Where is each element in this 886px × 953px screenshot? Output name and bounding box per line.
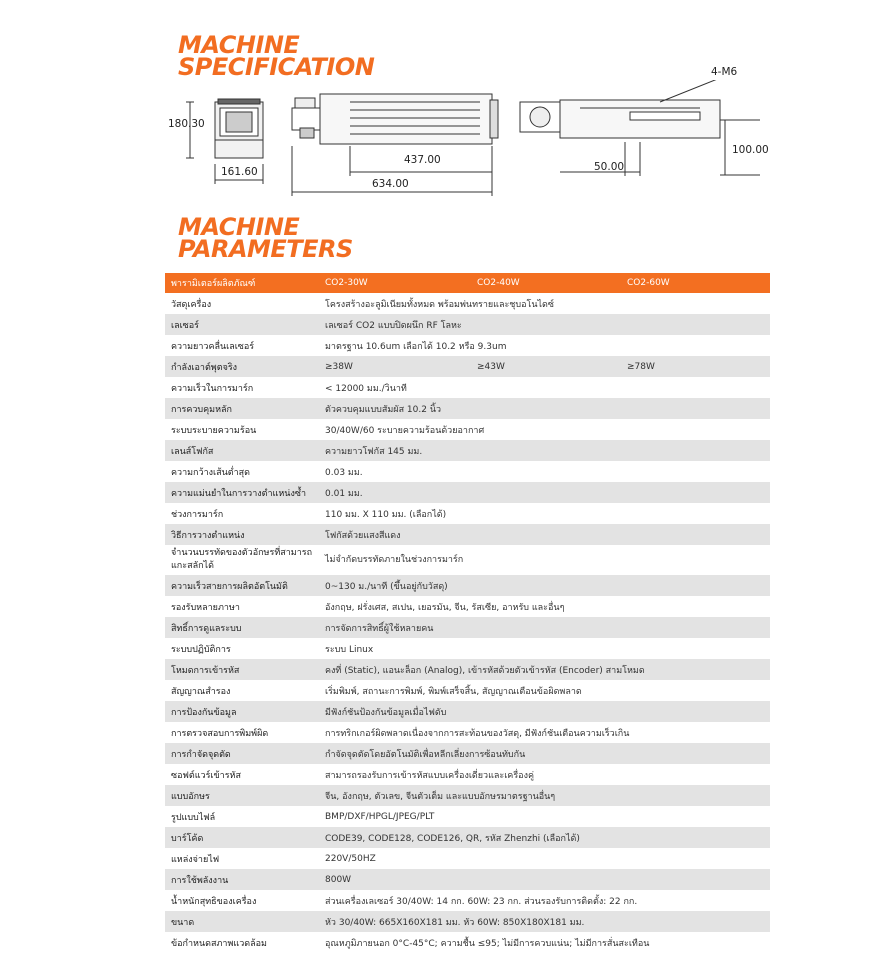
row-label: ช่วงการมาร์ก	[165, 503, 319, 524]
row-value: เลเซอร์ CO2 แบบปิดผนึก RF โลหะ	[319, 314, 770, 335]
spec-heading-line2: SPECIFICATION	[178, 53, 375, 81]
machine-dimension-drawing	[160, 80, 780, 200]
row-label: ระบบระบายความร้อน	[165, 419, 319, 440]
row-value: มีฟังก์ชันป้องกันข้อมูลเมื่อไฟดับ	[319, 701, 770, 722]
row-value: 220V/50HZ	[319, 848, 770, 869]
table-row	[165, 503, 770, 524]
row-value: อังกฤษ, ฝรั่งเศส, สเปน, เยอรมัน, จีน, รัสเซีย, อาหรับ และอื่นๆ	[319, 596, 770, 617]
row-value: มาตรฐาน 10.6um เลือกได้ 10.2 หรือ 9.3um	[319, 335, 770, 356]
row-value: 110 มม. X 110 มม. (เลือกได้)	[319, 503, 770, 524]
table-row	[165, 764, 770, 785]
table-row	[165, 890, 770, 911]
row-label: การควบคุมหลัก	[165, 398, 319, 419]
row-label: การป้องกันข้อมูล	[165, 701, 319, 722]
table-header-row	[165, 273, 770, 293]
dim-front-height: 180.30	[168, 118, 205, 130]
table-row	[165, 827, 770, 848]
row-label: การตรวจสอบการพิมพ์ผิด	[165, 722, 319, 743]
header-co2-40w: CO2-40W	[471, 273, 621, 293]
table-row	[165, 335, 770, 356]
dim-mount-offset: 50.00	[594, 161, 625, 173]
row-label: วัสดุเครื่อง	[165, 293, 319, 314]
row-value: เริ่มพิมพ์, สถานะการพิมพ์, พิมพ์เสร็จสิ้น, สัญญาณเตือนข้อผิดพลาด	[319, 680, 770, 701]
row-label: ความแม่นยำในการวางตำแหน่งซ้ำ	[165, 482, 319, 503]
table-row	[165, 482, 770, 503]
table-row	[165, 659, 770, 680]
row-value: CODE39, CODE128, CODE126, QR, รหัส Zhenzhi (เลือกได้)	[319, 827, 770, 848]
row-label: แบบอักษร	[165, 785, 319, 806]
row-label: จำนวนบรรทัดของตัวอักษรที่สามารถแกะสลักได้	[165, 545, 319, 575]
table-row	[165, 314, 770, 335]
row-value: 30/40W/60 ระบายความร้อนด้วยอากาศ	[319, 419, 770, 440]
row-label: แหล่งจ่ายไฟ	[165, 848, 319, 869]
table-row	[165, 722, 770, 743]
row-label: ความยาวคลื่นเลเซอร์	[165, 335, 319, 356]
table-row	[165, 911, 770, 932]
row-value: จีน, อังกฤษ, ตัวเลข, จีนตัวเต็ม และแบบอักษรมาตรฐานอื่นๆ	[319, 785, 770, 806]
row-label: ความกว้างเส้นต่ำสุด	[165, 461, 319, 482]
row-label: กำลังเอาต์พุตจริง	[165, 356, 319, 377]
row-value: สามารถรองรับการเข้ารหัสแบบเครื่องเดี่ยวและเครื่องคู่	[319, 764, 770, 785]
table-row	[165, 398, 770, 419]
table-row	[165, 848, 770, 869]
row-label: เลเซอร์	[165, 314, 319, 335]
row-label: ซอฟต์แวร์เข้ารหัส	[165, 764, 319, 785]
row-value: การจัดการสิทธิ์ผู้ใช้หลายคน	[319, 617, 770, 638]
row-label: สัญญาณสำรอง	[165, 680, 319, 701]
table-row	[165, 785, 770, 806]
row-label: สิทธิ์การดูแลระบบ	[165, 617, 319, 638]
row-value: ส่วนเครื่องเลเซอร์ 30/40W: 14 กก. 60W: 23 กก. ส่วนรองรับการติดตั้ง: 22 กก.	[319, 890, 770, 911]
row-value: BMP/DXF/HPGL/JPEG/PLT	[319, 806, 770, 827]
table-row	[165, 617, 770, 638]
dim-total-length: 634.00	[372, 178, 409, 190]
row-value: ≥43W	[471, 356, 621, 377]
header-co2-30w: CO2-30W	[319, 273, 471, 293]
row-label: วิธีการวางตำแหน่ง	[165, 524, 319, 545]
row-value: อุณหภูมิภายนอก 0°C-45°C; ความชื้น ≤95; ไม่มีการควบแน่น; ไม่มีการสั่นสะเทือน	[319, 932, 770, 953]
row-value: โครงสร้างอะลูมิเนียมทั้งหมด พร้อมพ่นทรายและชุบอโนไดซ์	[319, 293, 770, 314]
table-row	[165, 461, 770, 482]
table-row	[165, 419, 770, 440]
row-label: ความเร็วในการมาร์ก	[165, 377, 319, 398]
row-label: โหมดการเข้ารหัส	[165, 659, 319, 680]
table-row	[165, 638, 770, 659]
row-label: น้ำหนักสุทธิของเครื่อง	[165, 890, 319, 911]
row-value: 800W	[319, 869, 770, 890]
row-value: หัว 30/40W: 665X160X181 มม. หัว 60W: 850X180X181 มม.	[319, 911, 770, 932]
table-row	[165, 596, 770, 617]
spec-heading-line1: MACHINE	[178, 31, 300, 59]
table-row	[165, 524, 770, 545]
row-label: รูปแบบไฟล์	[165, 806, 319, 827]
header-co2-60w: CO2-60W	[621, 273, 770, 293]
row-value: ≥38W	[319, 356, 471, 377]
row-label: ความเร็วสายการผลิตอัตโนมัติ	[165, 575, 319, 596]
row-label: ระบบปฏิบัติการ	[165, 638, 319, 659]
row-value: < 12000 มม./วินาที	[319, 377, 770, 398]
row-label: ข้อกำหนดสภาพแวดล้อม	[165, 932, 319, 953]
table-row	[165, 680, 770, 701]
table-row	[165, 356, 770, 377]
row-value: การทริกเกอร์ผิดพลาดเนื่องจากการสะท้อนของวัสดุ, มีฟังก์ชันเตือนความเร็วเกิน	[319, 722, 770, 743]
row-value: ตัวควบคุมแบบสัมผัส 10.2 นิ้ว	[319, 398, 770, 419]
table-row	[165, 806, 770, 827]
row-value: 0~130 ม./นาที (ขึ้นอยู่กับวัสดุ)	[319, 575, 770, 596]
dim-body-length: 437.00	[404, 154, 441, 166]
row-label: การกำจัดจุดตัด	[165, 743, 319, 764]
table-row	[165, 440, 770, 461]
row-label: ขนาด	[165, 911, 319, 932]
dim-mount-height: 100.00	[732, 144, 769, 156]
table-row	[165, 743, 770, 764]
params-heading-line1: MACHINE	[178, 213, 300, 241]
row-value: 0.03 มม.	[319, 461, 770, 482]
table-row	[165, 293, 770, 314]
table-row	[165, 575, 770, 596]
dim-mount-thread: 4-M6	[711, 66, 738, 78]
params-heading-line2: PARAMETERS	[178, 235, 353, 263]
table-row	[165, 545, 770, 575]
table-body	[165, 293, 770, 953]
row-value: ≥78W	[621, 356, 770, 377]
row-value: โฟกัสด้วยแสงสีแดง	[319, 524, 770, 545]
dim-front-width: 161.60	[221, 166, 258, 178]
row-label: รองรับหลายภาษา	[165, 596, 319, 617]
header-parameter: พารามิเตอร์ผลิตภัณฑ์	[165, 273, 319, 293]
row-label: การใช้พลังงาน	[165, 869, 319, 890]
row-value: กำจัดจุดตัดโดยอัตโนมัติเพื่อหลีกเลี่ยงการซ้อนทับกัน	[319, 743, 770, 764]
table-row	[165, 377, 770, 398]
row-value: ความยาวโฟกัส 145 มม.	[319, 440, 770, 461]
row-value: ไม่จำกัดบรรทัดภายในช่วงการมาร์ก	[319, 545, 770, 575]
parameters-table	[165, 273, 770, 953]
table-row	[165, 701, 770, 722]
table-row	[165, 869, 770, 890]
mount-view-drawing	[520, 80, 760, 176]
row-value: ระบบ Linux	[319, 638, 770, 659]
row-value: คงที่ (Static), แอนะล็อก (Analog), เข้ารหัสด้วยตัวเข้ารหัส (Encoder) สามโหมด	[319, 659, 770, 680]
row-label: เลนส์โฟกัส	[165, 440, 319, 461]
table-row	[165, 932, 770, 953]
row-label: บาร์โค้ด	[165, 827, 319, 848]
row-value: 0.01 มม.	[319, 482, 770, 503]
